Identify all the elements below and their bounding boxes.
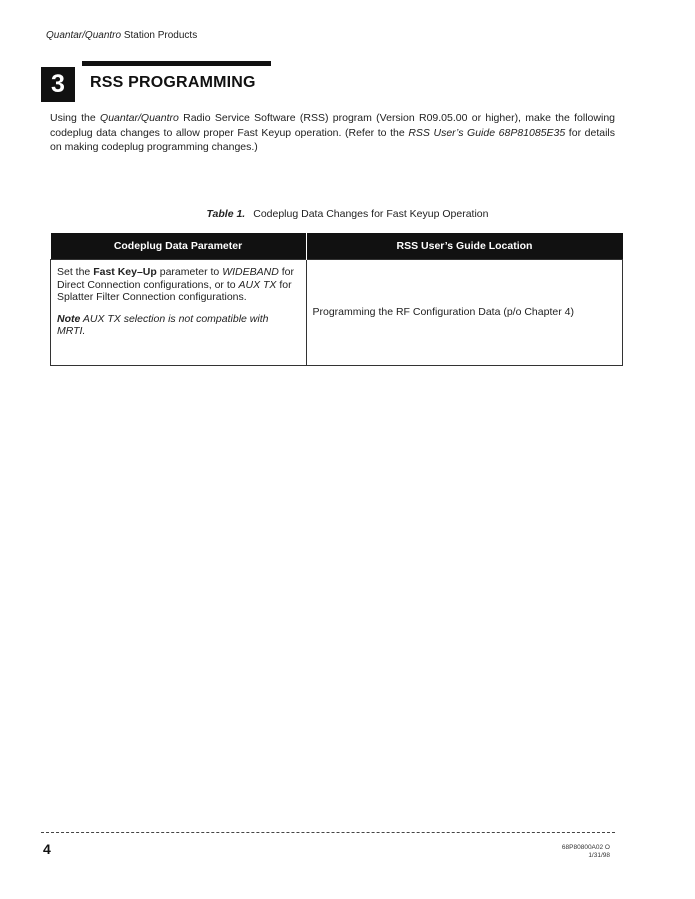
intro-text-2: Radio Service Software (RSS) program (Version R09.05.00 or higher), make the following codeplug data changes to allow proper Fast Keyup operation. (Refer to the xyxy=(50,112,615,139)
note-label: Note xyxy=(57,312,81,325)
intro-text-3: for details on making codeplug programming changes.) xyxy=(50,126,616,153)
section-number: 3 xyxy=(41,67,75,102)
document-number: 68P80800A02 O xyxy=(561,844,610,851)
param-text-4: for Splatter Filter Connection configurations. xyxy=(57,278,292,303)
cell-location: Programming the RF Configuration Data (p/o Chapter 4) xyxy=(306,260,623,366)
table-row xyxy=(51,260,623,366)
intro-guide-reference: RSS User’s Guide 68P81085E35 xyxy=(408,126,566,139)
table-caption-text: Codeplug Data Changes for Fast Keyup Operation xyxy=(253,208,489,220)
parameter-description xyxy=(57,266,300,304)
note-text: AUX TX selection is not compatible with MRTI. xyxy=(57,312,269,337)
note xyxy=(57,313,300,338)
intro-paragraph xyxy=(50,111,615,155)
param-text-1: Set the xyxy=(57,266,94,278)
running-header-suffix: Station Products xyxy=(121,30,198,41)
cell-parameter xyxy=(51,260,307,366)
param-text-2: parameter to xyxy=(156,266,223,278)
section-title: RSS PROGRAMMING xyxy=(90,74,256,91)
running-header-product: Quantar/Quantro xyxy=(46,30,122,41)
codeplug-table xyxy=(50,233,623,366)
param-auxtx: AUX TX xyxy=(238,278,277,291)
intro-text-1: Using the xyxy=(50,112,101,124)
intro-product-name: Quantar/Quantro xyxy=(100,112,179,124)
table-caption xyxy=(0,208,695,220)
header-codeplug-parameter: Codeplug Data Parameter xyxy=(51,233,307,260)
footer-rule xyxy=(41,832,615,833)
page-number: 4 xyxy=(43,841,51,857)
running-header xyxy=(46,30,197,41)
section-rule xyxy=(82,61,271,66)
document-info xyxy=(562,844,610,860)
param-text-3: for Direct Connection configurations, or to xyxy=(57,266,294,291)
param-wideband: WIDEBAND xyxy=(222,266,279,278)
param-name: Fast Key–Up xyxy=(93,266,157,278)
document-date: 1/31/98 xyxy=(588,852,610,859)
table-header-row xyxy=(51,233,623,260)
table-caption-number: Table 1. xyxy=(206,208,246,220)
header-guide-location: RSS User’s Guide Location xyxy=(306,233,623,260)
